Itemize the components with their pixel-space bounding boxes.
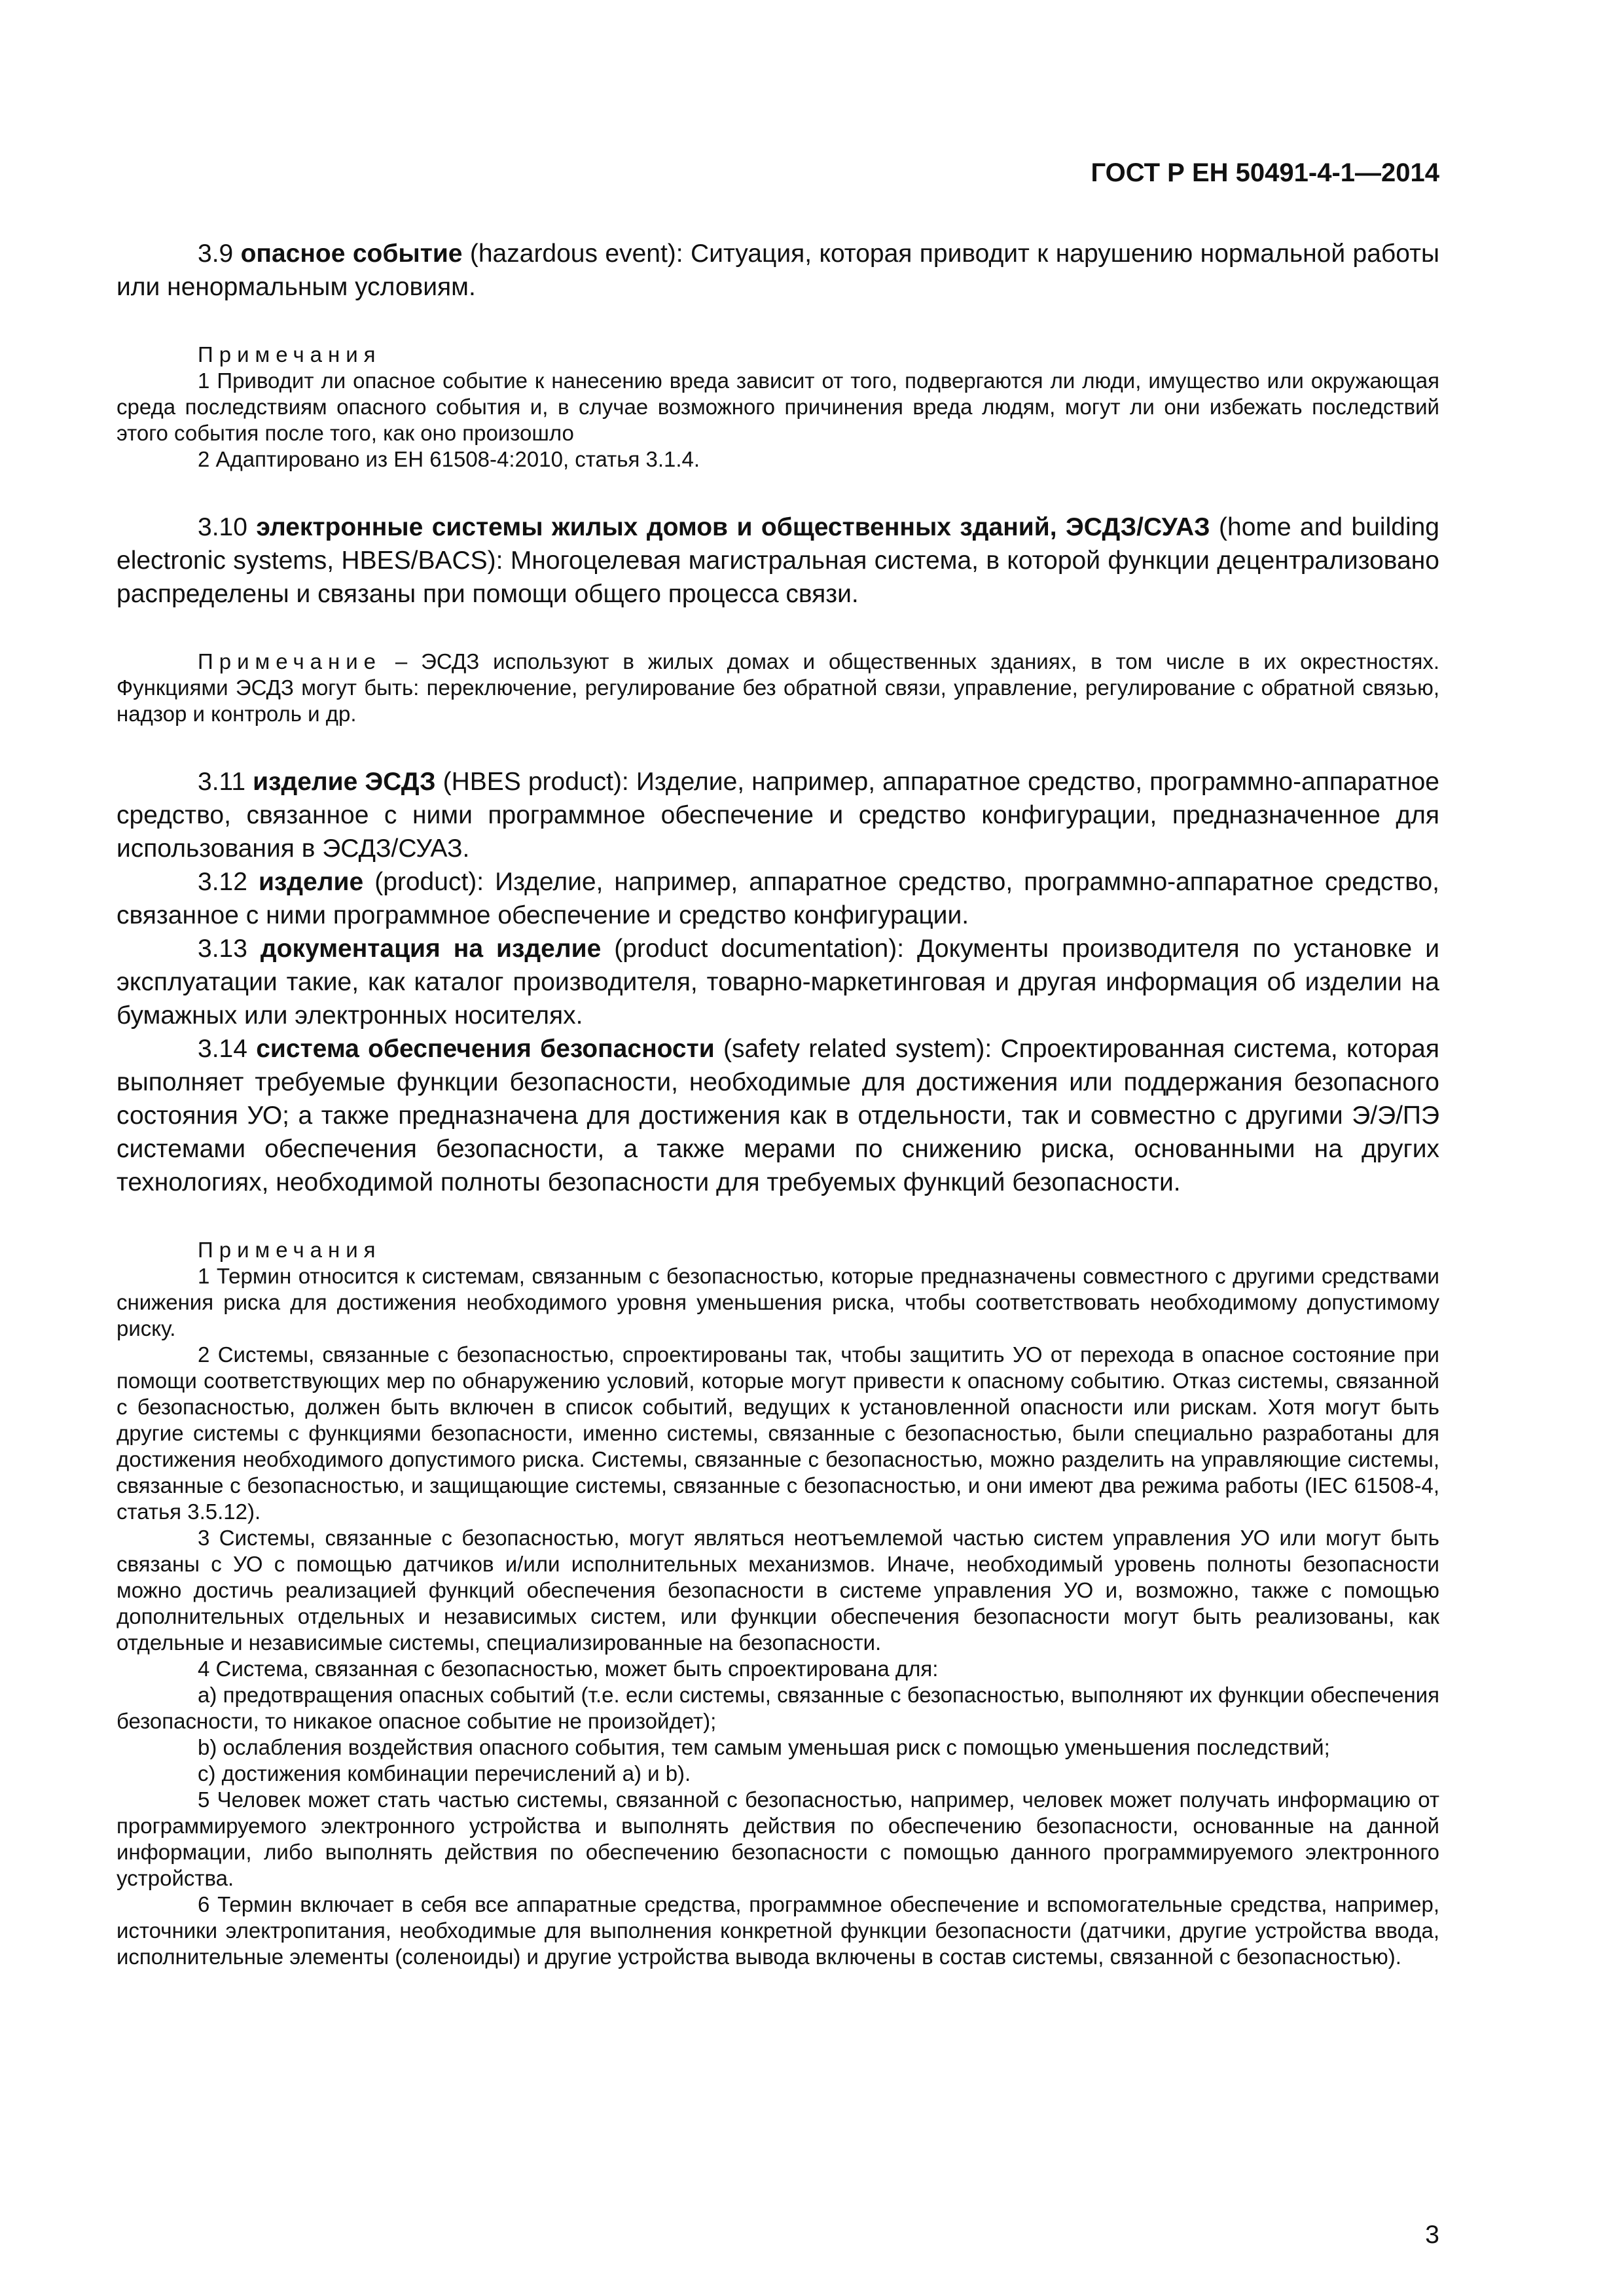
term-definition: (product documentation): Документы производителя по установке и эксплуатации такие, как каталог производителя, товарно-маркетинговая и другая информация об изделии на бумажных или электронных носителях. [117, 935, 1440, 1030]
note-paragraph: 2 Системы, связанные с безопасностью, спроектированы так, чтобы защитить УО от перехода в опасное состояние при помощи соответствующих мер по обнаружению условий, которые могут привести к опасному событию. Отказ системы, связанной с безопасностью, должен быть включен в список событий, ведущих к установленной опасности или рискам. Хотя могут быть другие системы с функциями безопасности, именно системы, связанные с безопасностью, были специально разработаны для достижения необходимого допустимого риска. Системы, связанные с безопасностью, можно разделить на управляющие системы, связанные с безопасностью, и защищающие системы, связанные с безопасностью, и они имеют два режима работы (IEC 61508-4, статья 3.5.12). [117, 1342, 1439, 1524]
term-definition: (HBES product): Изделие, например, аппаратное средство, программно-аппаратное средство, связанное с ними программное обеспечение и средство конфигурации, предназначенное для использования в ЭСДЗ/СУАЗ. [117, 768, 1439, 863]
note-label: Примечание [198, 649, 382, 673]
term-definition: (home and building electronic systems, HBES/BACS): Многоцелевая магистральная система, в которой функции децентрализовано распределены и связаны при помощи общего процесса связи. [117, 513, 1439, 608]
term-name: изделие ЭСДЗ [253, 768, 436, 796]
term-3-14 [117, 1032, 1439, 1199]
note-paragraph: 1 Приводит ли опасное событие к нанесению вреда зависит от того, подвергаются ли люди, имущество или окружающая среда последствиям опасного события и, в случае возможного причинения вреда людям, могут ли они избежать последствий этого события после того, как оно произошло [117, 368, 1439, 445]
term-number: 3.10 [198, 513, 257, 541]
term-3-12 [117, 865, 1439, 932]
term-number: 3.13 [198, 935, 261, 963]
term-3-13 [117, 932, 1439, 1032]
term-number: 3.9 [198, 240, 241, 268]
term-name: изделие [258, 868, 364, 896]
term-number: 3.12 [198, 868, 259, 896]
note-paragraph: 1 Термин относится к системам, связанным с безопасностью, которые предназначены совместного с другими средствами снижения риска для достижения необходимого уровня уменьшения риска, чтобы соответствовать необходимому допустимому риску. [117, 1264, 1439, 1340]
term-name: электронные системы жилых домов и общественных зданий, ЭСДЗ/СУАЗ [256, 513, 1210, 541]
term-name: документация на изделие [260, 935, 602, 963]
term-definition: (product): Изделие, например, аппаратное средство, программно-аппаратное средство, связанное с ними программное обеспечение и средство конфигурации. [117, 868, 1440, 929]
term-number: 3.11 [198, 768, 253, 796]
term-3-10 [117, 511, 1439, 611]
note-paragraph [117, 649, 1439, 727]
term-definition: (hazardous event): Ситуация, которая приводит к нарушению нормальной работы или ненормальным условиям. [117, 240, 1439, 301]
term-name: опасное событие [240, 240, 463, 268]
note-paragraph: 6 Термин включает в себя все аппаратные средства, программное обеспечение и вспомогательные средства, например, источники электропитания, необходимые для выполнения конкретной функции безопасности (датчики, другие устройства ввода, исполнительные элементы (соленоиды) и другие устройства вывода включены в состав системы, связанной с безопасностью). [117, 1892, 1439, 1969]
note-paragraph: 2 Адаптировано из ЕН 61508-4:2010, статья 3.1.4. [198, 447, 700, 471]
term-definition: (safety related system): Спроектированная система, которая выполняет требуемые функции безопасности, необходимые для достижения или поддержания безопасного состояния УО; а также предназначена для достижения как в отдельности, так и совместно с другими Э/Э/ПЭ системами обеспечения безопасности, а также мерами по снижению риска, основанными на других технологиях, необходимой полноты безопасности для требуемых функций безопасности. [117, 1035, 1439, 1196]
note-paragraph: 5 Человек может стать частью системы, связанной с безопасностью, например, человек может получать информацию от программируемого электронного устройства и выполнять действия по обеспечению безопасности, основанные на данной информации, либо выполнять действия по обеспечению безопасности с помощью данного программируемого электронного устройства. [117, 1787, 1439, 1890]
note-text: – ЭСДЗ используют в жилых домах и общественных зданиях, в том числе в их окрестностях. Функциями ЭСДЗ могут быть: переключение, регулирование без обратной связи, управление, регулирование с обратной связью, надзор и контроль и др. [117, 649, 1439, 726]
term-3-9 [117, 237, 1439, 304]
note-paragraph: 3 Системы, связанные с безопасностью, могут являться неотъемлемой частью систем управления УО или могут быть связаны с УО с помощью датчиков и/или исполнительных механизмов. Иначе, необходимый уровень полноты безопасности можно достичь реализацией функций обеспечения безопасности в системе управления УО и, возможно, также с помощью дополнительных отдельных и независимых систем, или функции обеспечения безопасности могут быть реализованы, как отдельные и независимые системы, специализированные на безопасности. [117, 1526, 1439, 1655]
term-number: 3.14 [198, 1035, 257, 1063]
note-list-item: a) предотвращения опасных событий (т.е. если системы, связанные с безопасностью, выполняют их функции обеспечения безопасности, то никакое опасное событие не произойдет); [117, 1683, 1439, 1733]
term-name: система обеспечения безопасности [256, 1035, 715, 1063]
notes-heading: Примечания [198, 342, 382, 367]
document-code: ГОСТ Р ЕН 50491-4-1—2014 [1091, 158, 1439, 187]
note-list-item: c) достижения комбинации перечислений a) и b). [198, 1761, 691, 1785]
page-number: 3 [1425, 2221, 1439, 2249]
term-3-11 [117, 765, 1439, 865]
document-page [117, 118, 1439, 2251]
notes-heading: Примечания [198, 1238, 382, 1262]
note-list-item: b) ослабления воздействия опасного события, тем самым уменьшая риск с помощью уменьшения последствий; [198, 1735, 1330, 1759]
note-paragraph: 4 Система, связанная с безопасностью, может быть спроектирована для: [198, 1657, 939, 1681]
